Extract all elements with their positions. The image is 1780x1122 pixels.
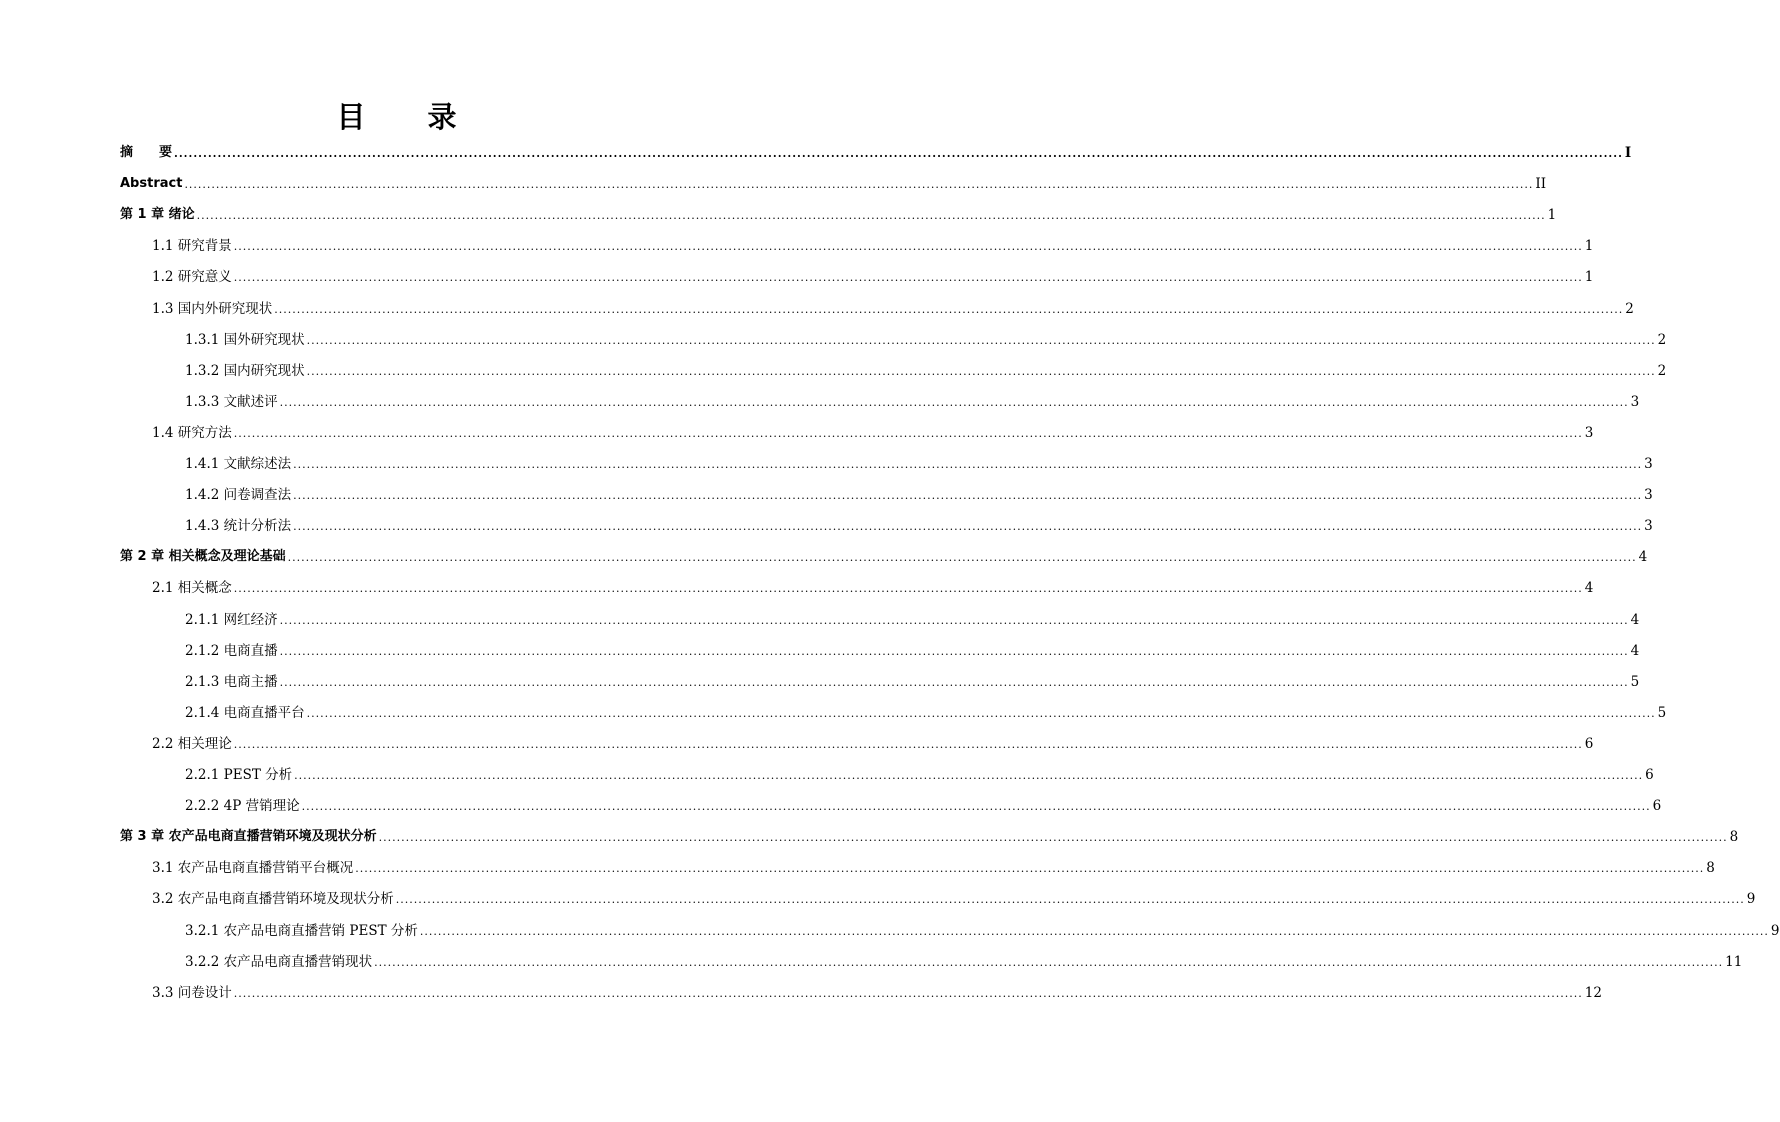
toc-entry-label: 1.3.3 文献述评 bbox=[185, 393, 278, 410]
toc-entry[interactable] bbox=[185, 791, 1662, 815]
toc-entry[interactable] bbox=[185, 636, 1640, 660]
toc-entry[interactable] bbox=[185, 449, 1653, 473]
toc-entry-label: 第 1 章 绪论 bbox=[120, 207, 195, 223]
toc-leader-dots: ............................................................................................................................................................................................................................................................................................................ bbox=[378, 831, 1728, 845]
toc-entry-page: 4 bbox=[1584, 580, 1594, 597]
toc-entry[interactable] bbox=[185, 760, 1654, 784]
toc-entry[interactable] bbox=[152, 418, 1594, 442]
toc-leader-dots: ............................................................................................................................................................................................................................................................................................................ bbox=[233, 426, 1583, 440]
toc-entry-label: 1.4.1 文献综述法 bbox=[185, 456, 292, 472]
toc-entry-label: 2.2.2 4P 营销理论 bbox=[185, 798, 300, 815]
toc-entry[interactable] bbox=[120, 138, 1632, 162]
toc-entry[interactable] bbox=[185, 947, 1743, 971]
toc-leader-dots: ............................................................................................................................................................................................................................................................................................................ bbox=[233, 271, 1583, 285]
toc-leader-dots: ............................................................................................................................................................................................................................................................................................................ bbox=[293, 458, 1643, 471]
toc-entry-page: I bbox=[1624, 145, 1632, 161]
toc-leader-dots: ............................................................................................................................................................................................................................................................................................................ bbox=[355, 862, 1705, 876]
toc-entry[interactable] bbox=[120, 169, 1547, 193]
toc-entry-page: 4 bbox=[1638, 549, 1648, 566]
toc-entry[interactable] bbox=[185, 356, 1667, 380]
toc-entry-label: 3.3 问卷设计 bbox=[152, 984, 232, 1001]
toc-entry-label: 2.1 相关概念 bbox=[152, 580, 232, 597]
toc-entry-label: 1.4 研究方法 bbox=[152, 424, 232, 441]
toc-entry-label: 第 3 章 农产品电商直播营销环境及现状分析 bbox=[120, 829, 377, 845]
toc-entry-label: 3.2.1 农产品电商直播营销 PEST 分析 bbox=[185, 922, 418, 939]
toc-entry-page: 5 bbox=[1657, 704, 1667, 721]
toc-entry[interactable] bbox=[185, 387, 1640, 411]
toc-entry-page: 1 bbox=[1584, 238, 1594, 255]
toc-leader-dots: ............................................................................................................................................................................................................................................................................................................ bbox=[287, 551, 1637, 565]
toc-entry[interactable] bbox=[152, 262, 1594, 286]
toc-entry-label: 1.4.2 问卷调查法 bbox=[185, 487, 292, 504]
toc-entry-label: 2.1.4 电商直播平台 bbox=[185, 704, 305, 721]
toc-leader-dots: ............................................................................................................................................................................................................................................................................................................ bbox=[306, 364, 1656, 378]
toc-leader-dots: ............................................................................................................................................................................................................................................................................................................ bbox=[279, 675, 1629, 689]
toc-leader-dots: ............................................................................................................................................................................................................................................................................................................ bbox=[306, 333, 1656, 347]
toc-entry[interactable] bbox=[152, 729, 1594, 753]
toc-entry-page: 8 bbox=[1729, 829, 1739, 846]
toc-leader-dots: ............................................................................................................................................................................................................................................................................................................ bbox=[294, 769, 1644, 782]
toc-entry-label: 摘 要 bbox=[120, 145, 173, 160]
toc-entry-label: 1.3 国内外研究现状 bbox=[152, 300, 273, 317]
toc-leader-dots: ............................................................................................................................................................................................................................................................................................................ bbox=[301, 800, 1651, 814]
toc-leader-dots: ............................................................................................................................................................................................................................................................................................................ bbox=[233, 240, 1583, 254]
toc-entry-page: 6 bbox=[1652, 798, 1662, 815]
toc-entry[interactable] bbox=[185, 698, 1667, 722]
toc-entry-page: 9 bbox=[1746, 891, 1756, 908]
toc-entry[interactable] bbox=[152, 978, 1602, 1002]
toc-entry[interactable] bbox=[120, 822, 1739, 846]
toc-entry-page: 4 bbox=[1630, 642, 1640, 659]
toc-entry-page: 5 bbox=[1630, 673, 1640, 690]
toc-leader-dots: ............................................................................................................................................................................................................................................................................................................ bbox=[233, 582, 1583, 596]
toc-entry-label: 2.1.3 电商主播 bbox=[185, 673, 278, 690]
toc-entry[interactable] bbox=[185, 916, 1780, 940]
toc-entry[interactable] bbox=[152, 294, 1634, 318]
toc-leader-dots: ............................................................................................................................................................................................................................................................................................................ bbox=[279, 644, 1629, 658]
toc-entry-page: 3 bbox=[1630, 393, 1640, 410]
toc-entry-page: 12 bbox=[1584, 984, 1602, 1001]
toc-entry-page: 3 bbox=[1644, 518, 1653, 535]
toc-entry-label: 1.4.3 统计分析法 bbox=[185, 518, 292, 535]
toc-entry-page: 8 bbox=[1706, 860, 1715, 877]
toc-leader-dots: ............................................................................................................................................................................................................................................................................................................ bbox=[293, 520, 1643, 534]
toc-entry-page: 3 bbox=[1584, 424, 1594, 441]
toc-leader-dots: ............................................................................................................................................................................................................................................................................................................ bbox=[279, 395, 1629, 409]
toc-entry[interactable] bbox=[185, 325, 1667, 349]
toc-entry[interactable] bbox=[185, 667, 1640, 691]
toc-entry[interactable] bbox=[152, 231, 1594, 255]
toc-leader-dots: ............................................................................................................................................................................................................................................................................................................ bbox=[184, 178, 1534, 192]
toc-entry-page: 6 bbox=[1584, 735, 1594, 752]
toc-entry-label: 第 2 章 相关概念及理论基础 bbox=[120, 549, 286, 565]
toc-entry[interactable] bbox=[152, 884, 1756, 908]
toc-entry-label: Abstract bbox=[120, 176, 183, 192]
toc-entry[interactable] bbox=[152, 853, 1715, 877]
toc-entry-label: 1.3.2 国内研究现状 bbox=[185, 362, 305, 379]
toc-entry-page: 9 bbox=[1770, 922, 1780, 939]
toc-entry-page: 1 bbox=[1547, 207, 1557, 224]
toc-entry-page: 2 bbox=[1625, 300, 1634, 317]
toc-entry-label: 3.2 农产品电商直播营销环境及现状分析 bbox=[152, 891, 394, 908]
toc-leader-dots: ............................................................................................................................................................................................................................................................................................................ bbox=[374, 955, 1724, 969]
toc-entry-page: 3 bbox=[1644, 456, 1653, 472]
toc-entry[interactable] bbox=[120, 200, 1557, 224]
toc-entry[interactable] bbox=[152, 573, 1594, 597]
toc-leader-dots: ............................................................................................................................................................................................................................................................................................................ bbox=[196, 209, 1546, 223]
toc-leader-dots: ............................................................................................................................................................................................................................................................................................................ bbox=[174, 147, 1623, 160]
toc-entry[interactable] bbox=[185, 511, 1653, 535]
toc-title: 目 录 bbox=[336, 100, 483, 134]
toc-entry[interactable] bbox=[120, 542, 1648, 566]
toc-leader-dots: ............................................................................................................................................................................................................................................................................................................ bbox=[279, 613, 1629, 627]
toc-entry-page: II bbox=[1535, 176, 1547, 193]
toc-entry-page: 11 bbox=[1725, 953, 1743, 970]
toc-leader-dots: ............................................................................................................................................................................................................................................................................................................ bbox=[419, 924, 1769, 938]
toc-entry-label: 2.2.1 PEST 分析 bbox=[185, 767, 293, 783]
toc-entry[interactable] bbox=[185, 605, 1640, 629]
toc-entry-label: 1.1 研究背景 bbox=[152, 238, 232, 255]
toc-entry-page: 4 bbox=[1630, 611, 1640, 628]
toc-entry-label: 2.1.2 电商直播 bbox=[185, 642, 278, 659]
toc-entry-label: 2.1.1 网红经济 bbox=[185, 611, 278, 628]
toc-entry-label: 1.2 研究意义 bbox=[152, 269, 232, 286]
toc-entry-label: 1.3.1 国外研究现状 bbox=[185, 331, 305, 348]
toc-leader-dots: ............................................................................................................................................................................................................................................................................................................ bbox=[274, 302, 1624, 316]
toc-leader-dots: ............................................................................................................................................................................................................................................................................................................ bbox=[395, 893, 1745, 907]
toc-entry[interactable] bbox=[185, 480, 1653, 504]
toc-entry-page: 6 bbox=[1645, 767, 1654, 783]
toc-entry-page: 2 bbox=[1657, 362, 1667, 379]
toc-leader-dots: ............................................................................................................................................................................................................................................................................................................ bbox=[233, 986, 1583, 1000]
toc-entry-label: 2.2 相关理论 bbox=[152, 735, 232, 752]
toc-entry-page: 1 bbox=[1584, 269, 1594, 286]
toc-leader-dots: ............................................................................................................................................................................................................................................................................................................ bbox=[293, 489, 1643, 503]
toc-entry-label: 3.1 农产品电商直播营销平台概况 bbox=[152, 860, 354, 877]
toc-entry-label: 3.2.2 农产品电商直播营销现状 bbox=[185, 953, 373, 970]
toc-leader-dots: ............................................................................................................................................................................................................................................................................................................ bbox=[306, 706, 1656, 720]
toc-entry-page: 2 bbox=[1657, 331, 1667, 348]
toc-leader-dots: ............................................................................................................................................................................................................................................................................................................ bbox=[233, 737, 1583, 751]
toc-entry-page: 3 bbox=[1644, 487, 1653, 504]
